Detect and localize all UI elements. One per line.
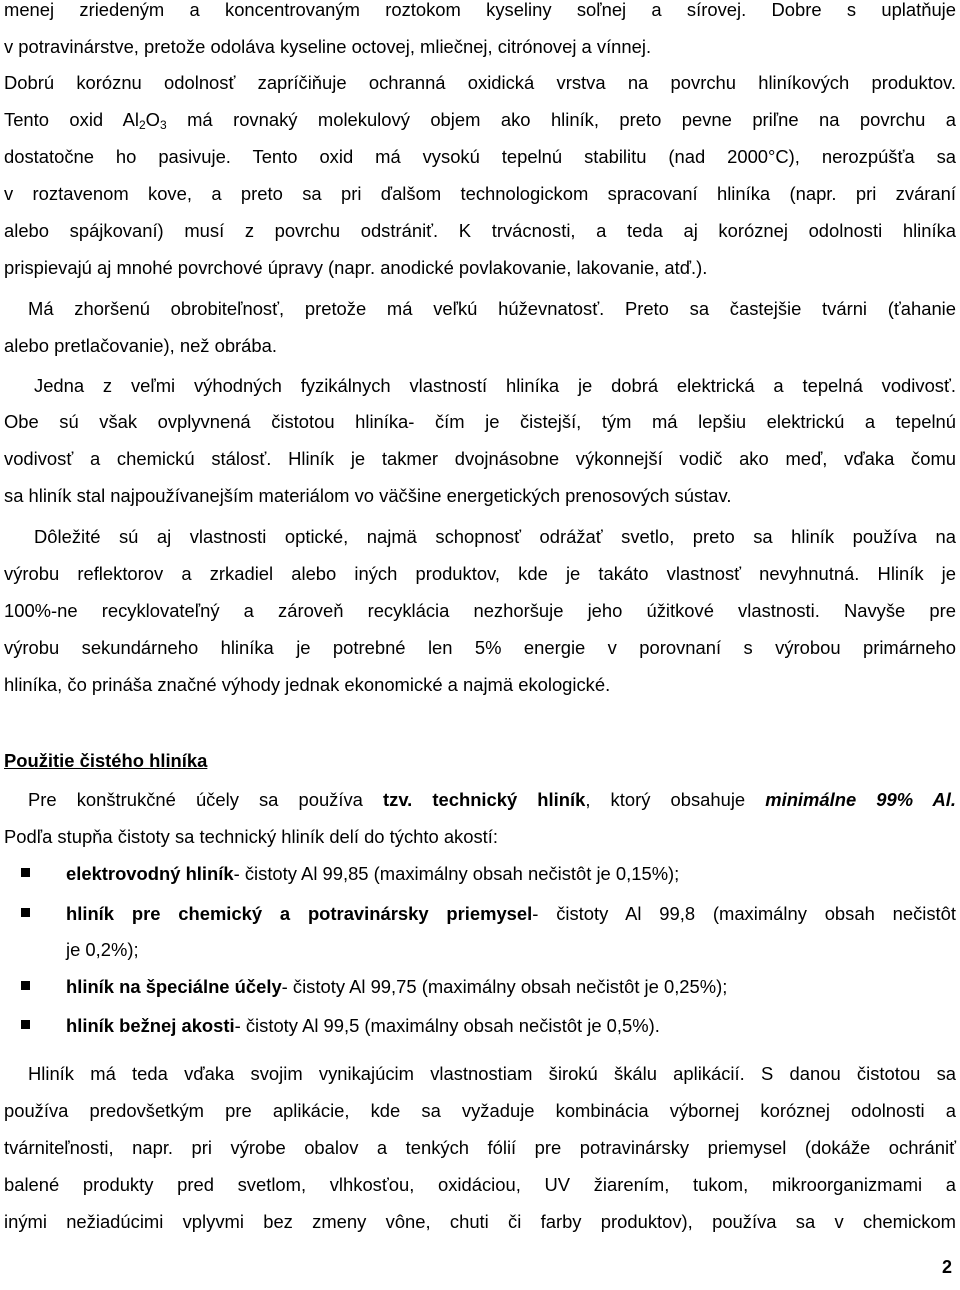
text-line: Obe sú však ovplyvnená čistotou hliníka- čím je čistejší, tým má lepšiu elektrickú a tepelnú — [4, 411, 956, 432]
list-item-desc: - čistoty Al 99,75 (maximálny obsah nečistôt je 0,25%); — [281, 976, 728, 997]
text-fragment: , ktorý obsahuje — [585, 789, 766, 810]
list-item-desc: - čistoty Al 99,5 (maximálny obsah nečistôt je 0,5%). — [234, 1015, 660, 1036]
list-item — [66, 1007, 956, 1044]
bullet-square-icon — [21, 868, 30, 877]
list-item-term: hliník na špeciálne účely — [66, 976, 282, 997]
list-item — [66, 895, 956, 932]
text-line: prispievajú aj mnohé povrchové úpravy (napr. anodické povlakovanie, lakovanie, atď.). — [4, 257, 708, 278]
bullet-square-icon — [21, 981, 30, 990]
text-line: alebo pretlačovanie), než obrába. — [4, 335, 277, 356]
subscript: 2 — [138, 118, 146, 132]
text-fragment: má rovnaký molekulový objem ako hliník, preto pevne priľne na povrchu a — [166, 109, 957, 130]
text-line: Dobrú koróznu odolnosť zapríčiňuje ochranná oxidická vrstva na povrchu hliníkových produktov. — [4, 72, 956, 93]
text-line: 100%-ne recyklovateľný a zároveň recyklácia nezhoršuje jeho úžitkové vlastnosti. Navyše pre — [4, 600, 956, 621]
list-item-continuation: je 0,2%); — [66, 939, 139, 960]
text-fragment: Pre konštrukčné účely sa používa — [28, 789, 383, 810]
text-line: Podľa stupňa čistoty sa technický hliník delí do týchto akostí: — [4, 826, 498, 847]
text-line: Jedna z veľmi výhodných fyzikálnych vlastností hliníka je dobrá elektrická a tepelná vodivosť. — [34, 375, 956, 396]
list-item — [66, 968, 956, 1005]
text-line-formula — [4, 101, 956, 138]
bold-term: tzv. technický hliník — [383, 789, 586, 810]
text-fragment: Tento oxid Al — [4, 109, 139, 130]
text-line: hliníka, čo prináša značné výhody jednak ekonomické a najmä ekologické. — [4, 674, 611, 695]
text-line: v potravinárstve, pretože odoláva kyseline octovej, mliečnej, citrónovej a vínnej. — [4, 36, 652, 57]
text-line: v roztavenom kove, a preto sa pri ďalšom technologickom spracovaní hliníka (napr. pri zváraní — [4, 183, 956, 204]
text-line: dostatočne ho pasivuje. Tento oxid má vysokú tepelnú stabilitu (nad 2000°C), nerozpúšťa sa — [4, 146, 956, 167]
text-line: alebo spájkovaní) musí z povrchu odstrániť. K trvácnosti, a teda aj koróznej odolnosti hliníka — [4, 220, 956, 241]
list-item-desc: - čistoty Al 99,8 (maximálny obsah nečistôt — [532, 903, 957, 924]
list-item-term: hliník bežnej akosti — [66, 1015, 235, 1036]
list-item-term: hliník pre chemický a potravinársky priemysel — [66, 903, 533, 924]
section-heading: Použitie čistého hliníka — [4, 750, 208, 771]
text-line: sa hliník stal najpoužívanejším materiálom vo väčšine energetických prenosových sústav. — [4, 485, 732, 506]
text-line: Má zhoršenú obrobiteľnosť, pretože má veľkú húževnatosť. Preto sa častejšie tvárni (ťahanie — [28, 298, 956, 319]
text-line: menej zriedeným a koncentrovaným roztokom kyseliny soľnej a sírovej. Dobre s uplatňuje — [4, 0, 956, 20]
bullet-square-icon — [21, 908, 30, 917]
list-item-term: elektrovodný hliník — [66, 863, 234, 884]
text-line: tvárniteľnosti, napr. pri výrobe obalov a tenkých fólií pre potravinársky priemysel (dokáže ochrániť — [4, 1137, 956, 1158]
list-item — [66, 855, 956, 892]
text-line: balené produkty pred svetlom, vlhkosťou, oxidáciou, UV žiarením, tukom, mikroorganizmami a — [4, 1174, 956, 1195]
text-line: Hliník má teda vďaka svojim vynikajúcim vlastnostiam širokú škálu aplikácií. S danou čistotou sa — [28, 1063, 956, 1084]
bullet-square-icon — [21, 1020, 30, 1029]
text-line: inými nežiadúcimi vplyvmi bez zmeny vône, chuti či farby produktov), používa sa v chemickom — [4, 1211, 956, 1232]
list-item-desc: - čistoty Al 99,85 (maximálny obsah nečistôt je 0,15%); — [233, 863, 680, 884]
text-line: výrobu sekundárneho hliníka je potrebné len 5% energie v porovnaní s výrobou primárneho — [4, 637, 956, 658]
bold-italic-term: minimálne 99% Al. — [765, 789, 956, 810]
text-fragment: O — [145, 109, 160, 130]
page-number: 2 — [941, 1257, 952, 1277]
text-line: používa predovšetkým pre aplikácie, kde sa vyžaduje kombinácia výbornej koróznej odolnosti a — [4, 1100, 956, 1121]
text-line: Dôležité sú aj vlastnosti optické, najmä schopnosť odrážať svetlo, preto sa hliník používa na — [34, 526, 956, 547]
subscript: 3 — [159, 118, 167, 132]
text-line-intro — [28, 781, 956, 818]
text-line: výrobu reflektorov a zrkadiel alebo iných produktov, kde je takáto vlastnosť nevyhnutná. Hliník je — [4, 563, 956, 584]
text-line: vodivosť a chemickú stálosť. Hliník je takmer dvojnásobne výkonnejší vodič ako meď, vďaka čomu — [4, 448, 956, 469]
